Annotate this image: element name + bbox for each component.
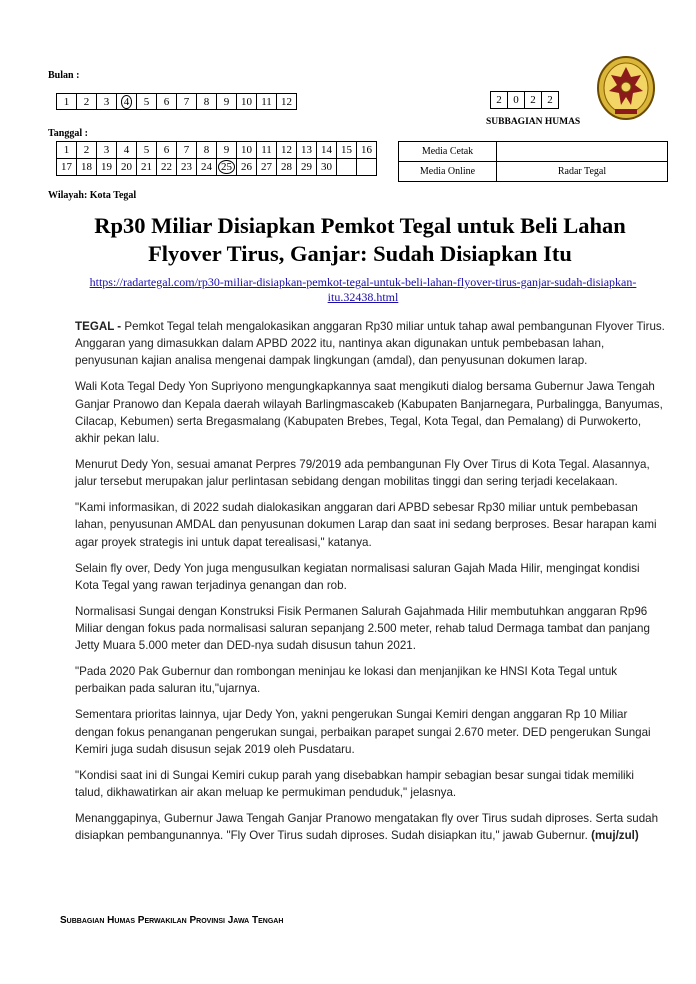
bulan-label: Bulan : xyxy=(48,70,80,81)
grid-cell: 2 xyxy=(77,142,97,159)
grid-cell: 11 xyxy=(257,142,277,159)
grid-cell: 18 xyxy=(77,159,97,176)
grid-cell: 20 xyxy=(117,159,137,176)
paragraph: Normalisasi Sungai dengan Konstruksi Fisik Permanen Salurah Gajahmada Hilir membutuhkan anggaran Rp96 Miliar dengan fokus pada normalisasi saluran sepanjang 2.500 meter, rehab talud Dermaga tambat dan panjang Jetty Muara 5.000 meter dan DED-nya sudah disusun tahun 2021. xyxy=(75,604,650,653)
grid-cell xyxy=(217,159,237,176)
media-type-cell: Media Online xyxy=(399,162,497,182)
article-title xyxy=(40,212,680,268)
department-label: SUBBAGIAN HUMAS xyxy=(486,117,581,127)
grid-cell: 13 xyxy=(297,142,317,159)
grid-cell: 2 xyxy=(542,92,559,109)
media-row-cetak xyxy=(399,142,668,162)
paragraph: "Kami informasikan, di 2022 sudah dialokasikan anggaran dari APBD sebesar Rp30 miliar untuk pembebasan lahan, penyusunan AMDAL dan penyusunan dokumen Larap dan saat ini sedang berproses. Besar harapan kami agar proyek strategis ini untuk dapat terealisasi," katanya. xyxy=(75,501,657,549)
paragraph: Selain fly over, Dedy Yon juga mengusulkan kegiatan normalisasi saluran Gajah Mada Hilir, mengingat kondisi Kota Tegal yang rawan terjadinya genangan dan rob. xyxy=(75,561,640,592)
grid-cell: 17 xyxy=(57,159,77,176)
grid-cell: 4 xyxy=(117,142,137,159)
grid-cell: 26 xyxy=(237,159,257,176)
grid-cell xyxy=(117,94,137,110)
wilayah-label: Wilayah: Kota Tegal xyxy=(48,190,137,201)
signoff: (muj/zul) xyxy=(591,829,639,843)
grid-cell: 12 xyxy=(277,142,297,159)
media-type-cell: Media Cetak xyxy=(399,142,497,162)
grid-cell: 30 xyxy=(317,159,337,176)
grid-cell: 7 xyxy=(177,94,197,110)
date-grid xyxy=(56,141,377,176)
dateline: TEGAL - xyxy=(75,320,122,333)
tanggal-label: Tanggal : xyxy=(48,128,88,139)
grid-cell: 10 xyxy=(237,94,257,110)
grid-cell: 1 xyxy=(57,142,77,159)
paragraph: Menanggapinya, Gubernur Jawa Tengah Ganjar Pranowo mengatakan fly over Tirus sudah diproses. Serta sudah disiapkan pembangunannya. "Fly Over Tirus sudah diproses. Sudah disiapkan itu," jawab Gubernur. (muj/zul) xyxy=(75,812,659,843)
year-grid xyxy=(490,91,559,109)
selected-circle: 25 xyxy=(218,160,235,174)
paragraph: TEGAL - Pemkot Tegal telah mengalokasikan anggaran Rp30 miliar untuk tahap awal pembangunan Flyover Tirus. Anggaran yang dimasukkan dalam APBD 2022 itu, nantinya akan digunakan untuk pembebasan lahan, penyusunan kajian analisa mengenai dampak lingkungan (amdal), dan penyusunan dokumen larap. xyxy=(75,320,665,368)
grid-cell: 27 xyxy=(257,159,277,176)
grid-cell: 2 xyxy=(525,92,542,109)
grid-cell: 22 xyxy=(157,159,177,176)
paragraph: Menurut Dedy Yon, sesuai amanat Perpres 79/2019 ada pembangunan Fly Over Tirus di Kota Tegal. Alasannya, jalur tersebut merupakan jalur perlintasan sebidang dengan mobilitas tinggi dan sering terjadi kecelakaan. xyxy=(75,458,650,489)
media-value-cell: Radar Tegal xyxy=(497,162,668,182)
grid-cell: 15 xyxy=(337,142,357,159)
emblem-logo xyxy=(595,55,657,121)
grid-cell: 12 xyxy=(277,94,297,110)
title-line-2: Flyover Tirus, Ganjar: Sudah Disiapkan Itu xyxy=(148,241,572,266)
grid-cell: 16 xyxy=(357,142,377,159)
grid-cell: 2 xyxy=(491,92,508,109)
grid-cell: 6 xyxy=(157,142,177,159)
grid-cell: 2 xyxy=(77,94,97,110)
grid-cell: 8 xyxy=(197,142,217,159)
grid-cell: 21 xyxy=(137,159,157,176)
grid-cell: 1 xyxy=(57,94,77,110)
month-grid xyxy=(56,93,297,110)
media-table xyxy=(398,141,668,182)
grid-cell: 11 xyxy=(257,94,277,110)
url-line-1: https://radartegal.com/rp30-miliar-disiapkan-pemkot-tegal-untuk-beli-lahan-flyover-tirus-ganjar-sudah-disiapkan- xyxy=(89,275,637,289)
grid-cell: 24 xyxy=(197,159,217,176)
grid-cell: 10 xyxy=(237,142,257,159)
article-body xyxy=(75,318,665,853)
grid-cell: 28 xyxy=(277,159,297,176)
grid-cell: 9 xyxy=(217,94,237,110)
grid-cell: 23 xyxy=(177,159,197,176)
grid-cell: 5 xyxy=(137,142,157,159)
grid-cell: 5 xyxy=(137,94,157,110)
grid-cell xyxy=(337,159,357,176)
paragraph: "Pada 2020 Pak Gubernur dan rombongan meninjau ke lokasi dan menjanjikan ke HNSI Kota Tegal untuk perbaikan pada saluran itu,"ujarnya. xyxy=(75,665,618,696)
media-row-online xyxy=(399,162,668,182)
grid-cell: 6 xyxy=(157,94,177,110)
paragraph: "Kondisi saat ini di Sungai Kemiri cukup parah yang disebabkan hampir sebagian besar sungai tidak memiliki talud, dikhawatirkan air akan meluap ke permukiman penduduk," jelasnya. xyxy=(75,768,634,800)
grid-cell: 7 xyxy=(177,142,197,159)
grid-cell: 8 xyxy=(197,94,217,110)
paragraph: Wali Kota Tegal Dedy Yon Supriyono mengungkapkannya saat mengikuti dialog bersama Gubernur Jawa Tengah Ganjar Pranowo dan Kepala daerah wilayah Barlingmascakeb (Kabupaten Banjarnegara, Purbalingga, Banyumas, Cilacap, Kebumen) serta Bregasmalang (Kabupaten Brebes, Tegal, Kota Tegal, dan Pemalang) di Purwokerto, akhir pekan lalu. xyxy=(75,380,663,446)
grid-cell: 0 xyxy=(508,92,525,109)
media-value-cell xyxy=(497,142,668,162)
grid-cell: 29 xyxy=(297,159,317,176)
url-line-2: itu.32438.html xyxy=(327,290,399,304)
grid-cell: 3 xyxy=(97,94,117,110)
selected-circle: 4 xyxy=(121,95,133,109)
grid-cell: 3 xyxy=(97,142,117,159)
paragraph: Sementara prioritas lainnya, ujar Dedy Yon, yakni pengerukan Sungai Kemiri dengan anggaran Rp 10 Miliar dengan fokus penanganan pengerukan sungai, perbaikan parapet sungai 2.670 meter. DED pengerukan Sungai Kemiri juga sudah disusun sejak 2019 oleh Pusdataru. xyxy=(75,708,651,756)
grid-cell: 9 xyxy=(217,142,237,159)
article-url-link[interactable] xyxy=(50,275,676,305)
grid-cell xyxy=(357,159,377,176)
grid-cell: 19 xyxy=(97,159,117,176)
footer-text: Subbagian Humas Perwakilan Provinsi Jawa Tengah xyxy=(60,915,284,926)
grid-cell: 14 xyxy=(317,142,337,159)
title-line-1: Rp30 Miliar Disiapkan Pemkot Tegal untuk Beli Lahan xyxy=(94,213,626,238)
